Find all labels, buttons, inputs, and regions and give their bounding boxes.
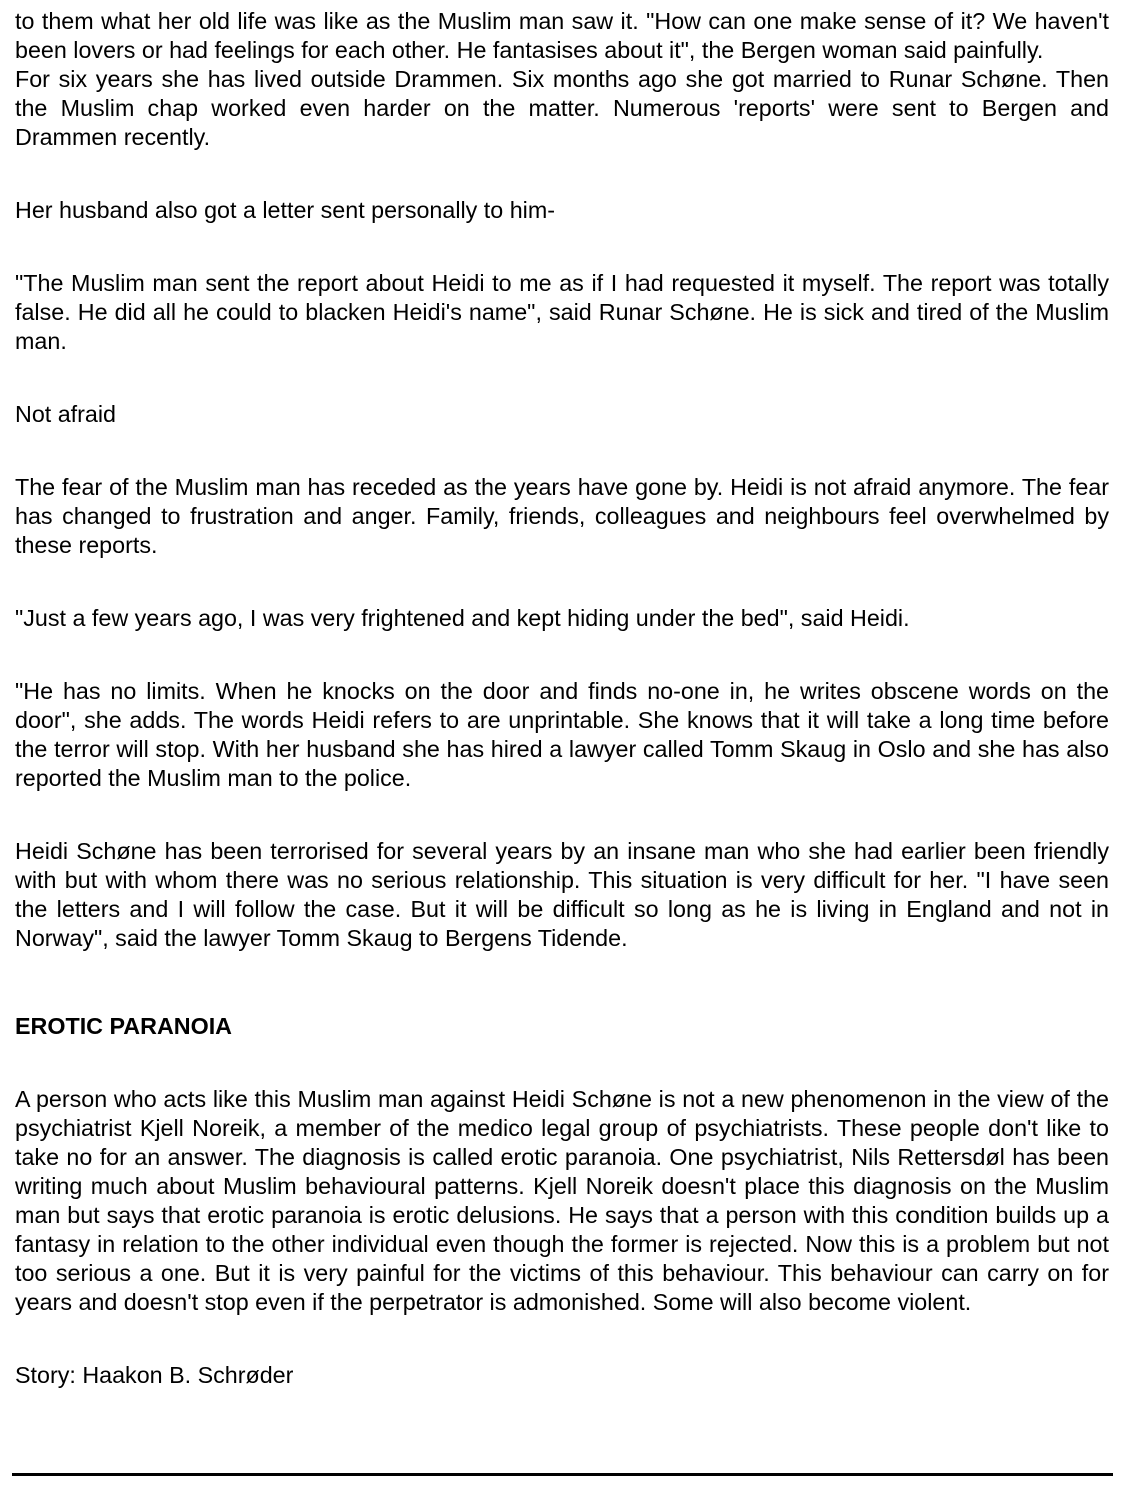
paragraph-fear-receded: The fear of the Muslim man has receded as the years have gone by. Heidi is not afraid anymore. The fear has changed to frustration and anger. Family, friends, colleagues and neighbours feel overwhelmed by these reports. xyxy=(15,474,1109,558)
paragraph-husband-letter: Her husband also got a letter sent personally to him- xyxy=(15,197,556,223)
paragraph-old-life: to them what her old life was like as the Muslim man saw it. "How can one make sense of it? We haven't been lovers or had feelings for each other. He fantasises about it", the Bergen woman said painfully. xyxy=(15,8,1109,63)
paragraph-runar-quote: "The Muslim man sent the report about Heidi to me as if I had requested it myself. The report was totally false. He did all he could to blacken Heidi's name", said Runar Schøne. He is sick and tired of the Muslim man. xyxy=(15,270,1109,354)
horizontal-rule xyxy=(12,1473,1113,1476)
paragraph-heidi-quote: "Just a few years ago, I was very frightened and kept hiding under the bed", said Heidi. xyxy=(15,605,910,631)
paragraph-drammen: For six years she has lived outside Drammen. Six months ago she got married to Runar Schøne. Then the Muslim chap worked even harder on the matter. Numerous 'reports' were sent to Bergen and Drammen recently. xyxy=(15,66,1109,150)
subheading-not-afraid: Not afraid xyxy=(15,401,117,427)
paragraph-terrorised: Heidi Schøne has been terrorised for several years by an insane man who she had earlier been friendly with but with whom there was no serious relationship. This situation is very difficult for her. "I have seen the letters and I will follow the case. But it will be difficult so long as he is living in England and not in Norway", said the lawyer Tomm Skaug to Bergens Tidende. xyxy=(15,838,1109,951)
heading-erotic-paranoia: EROTIC PARANOIA xyxy=(15,1013,233,1039)
paragraph-psychiatrist: A person who acts like this Muslim man against Heidi Schøne is not a new phenomenon in the view of the psychiatrist Kjell Noreik, a member of the medico legal group of psychiatrists. These people don't like to take no for an answer. The diagnosis is called erotic paranoia. One psychiatrist, Nils Rettersdøl has been writing much about Muslim behavioural patterns. Kjell Noreik doesn't place this diagnosis on the Muslim man but says that erotic paranoia is erotic delusions. He says that a person with this condition builds up a fantasy in relation to the other individual even though the former is rejected. Now this is a problem but not too serious a one. But it is very painful for the victims of this behaviour. This behaviour can carry on for years and doesn't stop even if the perpetrator is admonished. Some will also become violent. xyxy=(15,1086,1109,1315)
byline: Story: Haakon B. Schrøder xyxy=(15,1362,294,1388)
paragraph-no-limits: "He has no limits. When he knocks on the door and finds no-one in, he writes obscene words on the door", she adds. The words Heidi refers to are unprintable. She knows that it will take a long time before the terror will stop. With her husband she has hired a lawyer called Tomm Skaug in Oslo and she has also reported the Muslim man to the police. xyxy=(15,678,1109,791)
document-page xyxy=(15,7,1109,1390)
